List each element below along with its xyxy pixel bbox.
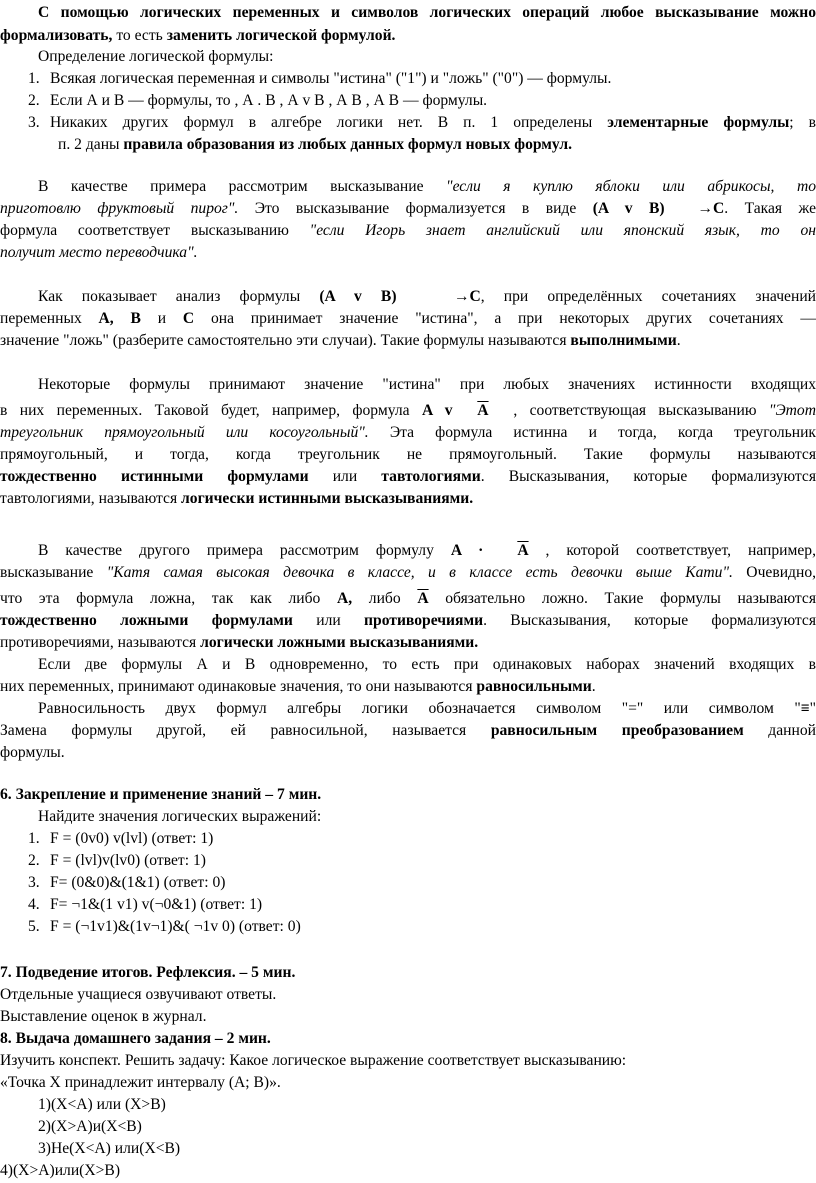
def-item-text: п. 2 даны — [58, 136, 124, 153]
definition-title: Определение логической формулы: — [38, 48, 274, 65]
italic-quote: "если Игорь знает английский или японский язык, то он — [309, 222, 816, 239]
text: В качестве другого примера рассмотрим формулу — [38, 542, 451, 559]
exercise-item — [28, 828, 213, 851]
term: равносильными — [476, 678, 592, 695]
text: . Высказывания, которые формализуются — [483, 612, 816, 629]
section-7-title — [0, 962, 295, 985]
def-item-text: ; в — [789, 114, 816, 131]
section-7-line-1: Отдельные учащиеся озвучивают ответы. — [0, 986, 277, 1003]
taut-line-6 — [0, 488, 473, 511]
text: Это высказывание формализуется в виде — [238, 200, 593, 217]
def-bold-term: правила образования из любых данных формул новых формул. — [123, 136, 572, 153]
text: либо — [352, 590, 418, 607]
section-8-title — [0, 1028, 271, 1051]
text: или — [292, 612, 365, 629]
text: . — [591, 678, 596, 695]
term: противоречиями — [364, 612, 484, 629]
italic-quote: треугольник прямоугольный или косоугольный". — [0, 424, 369, 441]
def-item-3 — [28, 112, 816, 135]
text: В качестве примера рассмотрим высказывание — [38, 178, 447, 195]
taut-line-3 — [0, 422, 816, 445]
equivalence-symbol: ≡ — [800, 700, 810, 717]
text: Равносильность двух формул алгебры логики обозначается символом "=" или символом " — [38, 700, 801, 717]
text: них переменных, принимают одинаковые значения, то они называются — [0, 678, 477, 695]
def-item-1 — [28, 68, 611, 91]
def-item-text: Если А и В — формулы, то , А . В , А v В , А В , А В — формулы. — [50, 92, 488, 109]
def-item-text: Никаких других формул в алгебре логики нет. В п. 1 определены — [50, 114, 608, 131]
section-heading: 8. Выдача домашнего задания – 2 мин. — [0, 1030, 271, 1047]
text: формула соответствует высказыванию — [0, 222, 310, 239]
text: значение "ложь" (разберите самостоятельно эти случаи). Такие формулы называются — [0, 332, 571, 349]
list-number: 3. — [28, 114, 40, 131]
list-number: 4. — [28, 896, 40, 913]
equiv-line-3 — [38, 698, 816, 721]
def-item-text: Всякая логическая переменная и символы "истина" ("1") и "ложь" ("0") — формулы. — [50, 70, 612, 87]
list-number: 1. — [28, 830, 40, 847]
exercise-text: F = (lvl)v(lv0) (ответ: 1) — [50, 852, 206, 869]
term: логически ложными высказываниями. — [200, 634, 479, 651]
contra-line-4 — [0, 610, 816, 633]
homework-option: 3)Не(Х<А) или(Х<В) — [38, 1140, 181, 1157]
negated-variable: $\overline{A}$ — [417, 590, 429, 607]
list-number: 5. — [28, 918, 40, 935]
section-heading: 6. Закрепление и применение знаний – 7 мин. — [0, 786, 322, 803]
italic-quote: "Этот — [768, 402, 816, 419]
section-heading: 7. Подведение итогов. Рефлексия. – 5 мин. — [0, 964, 296, 981]
list-number: 2. — [28, 852, 40, 869]
exercise-text: F= (0&0)&(1&1) (ответ: 0) — [50, 874, 226, 891]
analysis-line-3 — [0, 330, 681, 353]
example-line-3 — [0, 220, 816, 243]
text: . Высказывания, которые формализуются — [480, 468, 816, 485]
text: Замена формулы другой, ей равносильной, называется — [0, 722, 491, 739]
intro-bold-tail: заменить логической формулой. — [166, 26, 396, 44]
formula: (A v B) — [592, 200, 665, 217]
formula: A · — [450, 542, 484, 559]
section-8-line-2: «Точка Х принадлежит интервалу (А; В)». — [0, 1074, 281, 1091]
exercise-text: F= ¬1&(1 v1) v(¬0&1) (ответ: 1) — [50, 896, 263, 913]
section-7-line-2: Выставление оценок в журнал. — [0, 1008, 207, 1025]
formula: A v — [421, 402, 453, 419]
homework-option: 4)(Х>А)или(Х>В) — [0, 1162, 121, 1179]
term: равносильным преобразованием — [490, 722, 744, 739]
contra-line-3 — [0, 588, 816, 611]
intro-rest-text: то есть — [112, 26, 167, 44]
text: в них переменных. Таковой будет, например, формула — [0, 402, 422, 419]
analysis-line-2 — [0, 308, 816, 331]
intro-bold-lead: С помощью логических переменных и символов логических операций любое высказывание можно формализовать, — [0, 4, 816, 44]
def-bold-term: элементарные формулы — [607, 114, 790, 131]
text: и — [140, 310, 183, 327]
text: что эта формула ложна, так как либо — [0, 590, 337, 607]
term: логически истинными высказываниями. — [181, 490, 474, 507]
negated-variable: $\overline{A}$ — [517, 542, 529, 559]
equiv-line-2 — [0, 676, 596, 699]
text: " — [809, 700, 816, 717]
italic-quote: "если я куплю яблоки или абрикосы, то — [446, 178, 816, 195]
equiv-line-4 — [0, 720, 816, 743]
section-6-task: Найдите значения логических выражений: — [38, 808, 322, 825]
italic-quote: получит место переводчика". — [0, 244, 198, 261]
equiv-line-1: Если две формулы А и В одновременно, то есть при одинаковых наборах значений входящих в — [38, 656, 816, 673]
contra-line-5 — [0, 632, 478, 655]
example-line-1 — [38, 176, 816, 199]
homework-option: 1)(Х<А) или (Х>В) — [38, 1096, 166, 1113]
negated-variable: $\overline{A}$ — [477, 402, 489, 419]
exercise-item — [28, 872, 225, 895]
text: , соответствующая высказыванию — [500, 402, 769, 419]
section-8-line-1: Изучить конспект. Решить задачу: Какое логическое выражение соответствует высказыванию: — [0, 1052, 627, 1069]
exercise-text: F = (¬1v1)&(1v¬1)&( ¬1v 0) (ответ: 0) — [50, 918, 301, 935]
formula: (A v B) — [319, 288, 397, 305]
homework-option: 2)(Х>А)и(Х<В) — [38, 1118, 142, 1135]
text: или — [308, 468, 382, 485]
equiv-line-5: формулы. — [0, 744, 65, 761]
contra-line-1 — [38, 540, 816, 563]
intro-paragraph — [0, 2, 816, 47]
text: , которой соответствует, например, — [545, 542, 816, 559]
section-6-title — [0, 784, 321, 807]
text: Очевидно, — [732, 564, 816, 581]
taut-line-1: Некоторые формулы принимают значение "истина" при любых значениях истинности входящих — [38, 376, 816, 393]
text: Эта формула истинна и тогда, когда треугольник — [368, 424, 816, 441]
list-number: 2. — [28, 92, 40, 109]
exercise-text: F = (0v0) v(lvl) (ответ: 1) — [50, 830, 214, 847]
italic-quote: "Катя самая высокая девочка в классе, и в классе есть девочки выше Кати". — [106, 564, 733, 581]
text: противоречиями, называются — [0, 634, 201, 651]
text: . — [676, 332, 681, 349]
formula: C — [182, 310, 195, 327]
italic-quote: приготовлю фруктовый пирог". — [0, 200, 239, 217]
text: . Такая же — [724, 200, 816, 217]
text: высказывание — [0, 564, 107, 581]
def-item-3-cont — [58, 134, 572, 157]
example-line-2 — [0, 198, 816, 221]
text: она принимает значение "истина", а при некоторых других сочетаниях — — [194, 310, 816, 327]
analysis-line-1 — [38, 286, 816, 309]
term: тавтологиями — [381, 468, 481, 485]
formula: A, B — [98, 310, 141, 327]
exercise-item — [28, 850, 206, 873]
text: , при определённых сочетаниях значений — [480, 288, 816, 305]
text: обязательно ложно. Такие формулы называются — [428, 590, 816, 607]
text: Как показывает анализ формулы — [38, 288, 320, 305]
exercise-item — [28, 916, 301, 939]
def-item-2 — [28, 90, 487, 113]
text: тавтологиями, называются — [0, 490, 182, 507]
taut-line-2 — [0, 400, 816, 423]
term: тождественно ложными формулами — [0, 612, 293, 629]
list-number: 3. — [28, 874, 40, 891]
taut-line-4: прямоугольный, и тогда, когда треугольник не прямоугольный. Такие формулы называются — [0, 446, 816, 463]
term: тождественно истинными формулами — [0, 468, 309, 485]
example-line-4 — [0, 242, 198, 265]
formula: A, — [336, 590, 353, 607]
contra-line-2 — [0, 562, 816, 585]
formula: →C — [453, 288, 481, 305]
text: данной — [743, 722, 816, 739]
term: выполнимыми — [570, 332, 677, 349]
taut-line-5 — [0, 466, 816, 489]
text: переменных — [0, 310, 99, 327]
exercise-item — [28, 894, 262, 917]
list-number: 1. — [28, 70, 40, 87]
formula: →C — [697, 200, 725, 217]
